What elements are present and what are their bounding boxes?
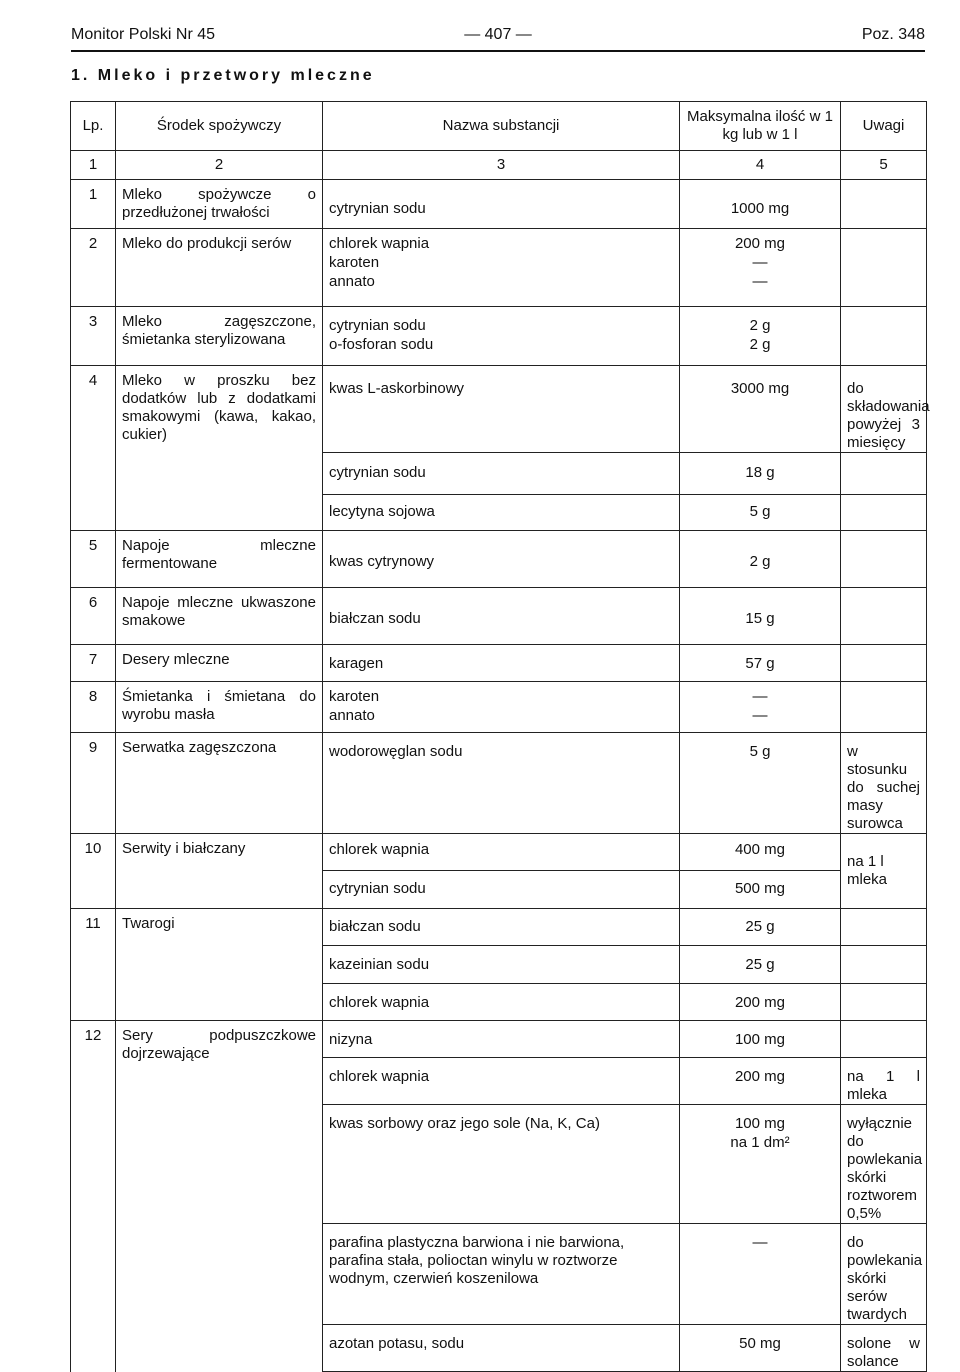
row-number: 8 [71,682,116,733]
notes-cell [841,645,927,682]
row-number: 11 [71,909,116,1021]
substance-cell [323,834,680,871]
max-amount-cell [680,495,841,531]
substance-name: kwas cytrynowy [329,553,435,570]
max-amount-value: 2 g [749,336,771,353]
table-row [71,229,927,307]
max-amount-cell [680,733,841,834]
table-row [71,307,927,366]
food-product: Mleko zagęszczone, śmietanka sterylizowana [116,307,323,366]
row-number: 12 [71,1021,116,1372]
page-number: — 407 — [464,26,532,43]
max-amount-value: 3000 mg [730,380,790,397]
food-product: Śmietanka i śmietana do wyrobu masła [116,682,323,733]
substance-name: chlorek wapnia [329,1068,430,1085]
notes-cell [841,453,927,495]
notes-cell [841,495,927,531]
food-product: Desery mleczne [116,645,323,682]
substance-cell [323,1105,680,1224]
max-amount-value: 25 g [745,956,775,973]
max-amount-cell [680,1058,841,1105]
substance-cell [323,733,680,834]
section-title: 1. Mleko i przetwory mleczne [71,67,375,84]
substance-name: lecytyna sojowa [329,503,435,520]
food-product: Mleko w proszku bez dodatków lub z dodatkami smakowymi (kawa, kakao, cukier) [116,366,323,531]
max-amount-cell [680,871,841,909]
max-amount-value: 2 g [749,317,771,334]
max-amount-cell [680,682,841,733]
substance-name: białczan sodu [329,610,421,627]
notes-cell: do składowania powyżej 3 miesięcy [841,366,927,453]
column-header-food: Środek spożywczy [116,102,323,151]
notes-cell: na 1 l mleka [841,834,927,909]
additives-table [70,101,930,1372]
max-amount-value: 5 g [749,743,771,760]
substance-name: cytrynian sodu [329,464,426,481]
header-divider [71,50,925,52]
substance-cell [323,1021,680,1058]
max-amount-value: 400 mg [734,841,786,858]
max-amount-cell [680,1105,841,1224]
substance-name: karoten [329,254,380,271]
substance-cell [323,229,680,307]
substance-cell [323,366,680,453]
column-number: 4 [680,151,841,180]
row-number: 6 [71,588,116,645]
notes-cell [841,229,927,307]
column-number: 5 [841,151,927,180]
notes-cell [841,909,927,946]
substance-cell [323,946,680,984]
column-number: 3 [323,151,680,180]
table-row [71,180,927,229]
substance-cell [323,1325,680,1372]
substance-cell [323,645,680,682]
max-amount-value: 15 g [745,610,775,627]
substance-name: kazeinian sodu [329,956,430,973]
substance-cell [323,871,680,909]
max-amount-value: na 1 dm² [730,1134,790,1151]
substance-name: chlorek wapnia [329,841,430,858]
max-amount-cell [680,946,841,984]
max-amount-cell [680,1224,841,1325]
food-product: Serwity i białczany [116,834,323,909]
table-row [71,588,927,645]
table-row [71,1021,927,1058]
substance-cell [323,984,680,1021]
notes-cell: wyłącznie do powlekania skórki roztworem 0,5% [841,1105,927,1224]
substance-cell [323,909,680,946]
max-amount-cell [680,645,841,682]
substance-name: cytrynian sodu [329,200,426,217]
substance-name: kwas sorbowy oraz jego sole (Na, K, Ca) [329,1115,600,1132]
row-number: 9 [71,733,116,834]
substance-cell [323,588,680,645]
max-amount-cell [680,1325,841,1372]
notes-cell: solone w solance [841,1325,927,1372]
notes-cell: do powlekania skórki serów twardych [841,1224,927,1325]
substance-cell [323,1224,680,1325]
max-amount-cell [680,180,841,229]
max-amount-value: 200 mg [734,994,786,1011]
max-amount-value: 18 g [745,464,775,481]
max-amount-cell [680,366,841,453]
food-product: Napoje mleczne fermentowane [116,531,323,588]
max-amount-value: 200 mg [734,235,786,252]
substance-name: wodorowęglan sodu [329,743,463,760]
row-number: 5 [71,531,116,588]
food-product: Mleko spożywcze o przedłużonej trwałości [116,180,323,229]
notes-cell [841,588,927,645]
row-number: 3 [71,307,116,366]
max-amount-value: — [752,707,768,724]
table-row [71,733,927,834]
column-header-notes: Uwagi [841,102,927,151]
column-header-substance: Nazwa substancji [323,102,680,151]
substance-name: parafina plastyczna barwiona i nie barwiona, parafina stała, polioctan winylu w roztworze wodnym, czerwień koszenilowa [329,1234,625,1287]
substance-name: nizyna [329,1031,373,1048]
max-amount-cell [680,909,841,946]
substance-name: cytrynian sodu [329,317,426,334]
notes-cell: na 1 l mleka [841,1058,927,1105]
max-amount-value: — [752,254,768,271]
max-amount-value: 100 mg [734,1031,786,1048]
substance-cell [323,307,680,366]
food-product: Twarogi [116,909,323,1021]
column-header-max-amount: Maksymalna ilość w 1 kg lub w 1 l [680,102,841,151]
max-amount-value: — [752,688,768,705]
publication-name: Monitor Polski Nr 45 [71,26,216,43]
column-number: 1 [71,151,116,180]
max-amount-value: 2 g [749,553,771,570]
max-amount-value: 5 g [749,503,771,520]
max-amount-cell [680,834,841,871]
max-amount-value: 1000 mg [730,200,790,217]
row-number: 1 [71,180,116,229]
substance-cell [323,180,680,229]
substance-cell [323,1058,680,1105]
substance-name: cytrynian sodu [329,880,426,897]
row-number: 4 [71,366,116,531]
page-header [71,26,925,52]
position-number: Poz. 348 [861,26,925,43]
notes-cell [841,307,927,366]
substance-name: o-fosforan sodu [329,336,434,353]
max-amount-cell [680,229,841,307]
notes-cell [841,1021,927,1058]
max-amount-value: — [752,1234,768,1251]
max-amount-value: 500 mg [734,880,786,897]
table-row [71,834,927,871]
substance-name: kwas L-askorbinowy [329,380,465,397]
max-amount-cell [680,588,841,645]
max-amount-value: — [752,273,768,290]
max-amount-value: 25 g [745,918,775,935]
food-product: Mleko do produkcji serów [116,229,323,307]
table-row [71,682,927,733]
substance-name: karoten [329,688,380,705]
max-amount-cell [680,307,841,366]
substance-name: białczan sodu [329,918,421,935]
substance-name: chlorek wapnia [329,994,430,1011]
row-number: 10 [71,834,116,909]
food-product: Sery podpuszczkowe dojrzewające [116,1021,323,1372]
substance-name: karagen [329,655,384,672]
column-number: 2 [116,151,323,180]
table-row [71,366,927,453]
table-body [71,151,930,1372]
max-amount-value: 50 mg [739,1335,781,1352]
max-amount-value: 200 mg [734,1068,786,1085]
max-amount-value: 57 g [745,655,775,672]
food-product: Serwatka zagęszczona [116,733,323,834]
substance-cell [323,682,680,733]
column-header-lp: Lp. [71,102,116,151]
row-number: 7 [71,645,116,682]
table-row [71,531,927,588]
table-row [71,645,927,682]
notes-cell [841,946,927,984]
substance-name: azotan potasu, sodu [329,1335,465,1352]
max-amount-cell [680,453,841,495]
substance-cell [323,453,680,495]
food-product: Napoje mleczne ukwaszone smakowe [116,588,323,645]
notes-cell: w stosunku do suchej masy surowca [841,733,927,834]
substance-name: annato [329,273,375,290]
notes-cell [841,984,927,1021]
column-number-row [71,151,927,180]
max-amount-cell [680,984,841,1021]
substance-name: chlorek wapnia [329,235,430,252]
substance-name: annato [329,707,375,724]
notes-cell [841,531,927,588]
table-row [71,909,927,946]
notes-cell [841,682,927,733]
max-amount-value: 100 mg [734,1115,786,1132]
substance-cell [323,531,680,588]
max-amount-cell [680,1021,841,1058]
substance-cell [323,495,680,531]
notes-cell [841,180,927,229]
row-number: 2 [71,229,116,307]
max-amount-cell [680,531,841,588]
